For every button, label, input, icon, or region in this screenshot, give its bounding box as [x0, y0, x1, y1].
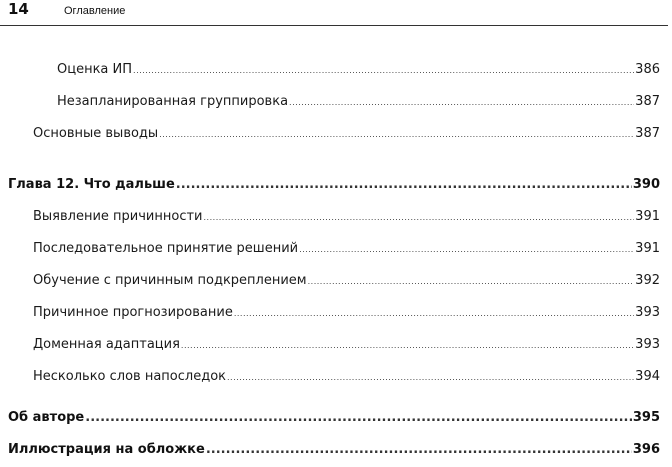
toc-entry-causal-forecasting: [33, 305, 660, 320]
toc-entry-causal-rl: [33, 273, 660, 288]
toc-entry-title: Последовательное принятие решений: [33, 241, 299, 256]
dot-leader: [159, 130, 634, 139]
toc-entry-page: 387: [635, 126, 660, 141]
toc-entry-causal-discovery: [33, 209, 660, 224]
toc-entry-sequential-decisions: [33, 241, 660, 256]
toc-entry-title: Об авторе: [8, 410, 85, 425]
toc-entry-title: Глава 12. Что дальше: [8, 177, 175, 192]
toc-entry-title: Основные выводы: [33, 126, 159, 141]
toc-entry-page: 391: [635, 209, 660, 224]
toc-entry-cover-illustration: [8, 442, 660, 457]
toc-entry-title: Незапланированная группировка: [57, 94, 289, 109]
toc-entry-domain-adaptation: [33, 337, 660, 352]
toc-entry-page: 387: [635, 94, 660, 109]
toc-entry-page: 393: [635, 337, 660, 352]
dot-leader: [85, 410, 632, 425]
dot-leader: [227, 373, 634, 382]
dot-leader: [204, 213, 635, 222]
dot-leader: [206, 442, 632, 457]
toc-entry-title: Выявление причинности: [33, 209, 203, 224]
toc-entry-title: Иллюстрация на обложке: [8, 442, 205, 457]
toc-entry-page: 386: [635, 62, 660, 77]
dot-leader: [289, 98, 634, 107]
toc-entry-page: 396: [632, 442, 660, 457]
toc-entry-title: Доменная адаптация: [33, 337, 180, 352]
toc-entry-title: Обучение с причинным подкреплением: [33, 273, 307, 288]
toc-entry-unplanned-grouping: [57, 94, 660, 109]
running-header-title: Оглавление: [64, 5, 126, 17]
toc-entry-title: Причинное прогнозирование: [33, 305, 233, 320]
toc-entry-final-words: [33, 369, 660, 384]
dot-leader: [133, 66, 634, 75]
toc-entry-page: 395: [632, 410, 660, 425]
dot-leader: [176, 177, 632, 192]
toc-entry-page: 394: [635, 369, 660, 384]
toc-entry-page: 393: [635, 305, 660, 320]
toc-entry-title: Оценка ИП: [57, 62, 133, 77]
dot-leader: [299, 245, 634, 254]
header-rule: [0, 25, 668, 26]
toc-entry-page: 390: [632, 177, 660, 192]
toc-entry-page: 392: [635, 273, 660, 288]
page-number: 14: [8, 0, 29, 18]
dot-leader: [234, 309, 634, 318]
toc-entry-page: 391: [635, 241, 660, 256]
running-header: [8, 0, 664, 22]
toc-entry-main-conclusions: [33, 126, 660, 141]
toc-entry-title: Несколько слов напоследок: [33, 369, 227, 384]
dot-leader: [181, 341, 634, 350]
toc-entry-chapter-12: [8, 177, 660, 192]
toc-entry-assessment: [57, 62, 660, 77]
dot-leader: [308, 277, 635, 286]
toc-entry-about-author: [8, 410, 660, 425]
